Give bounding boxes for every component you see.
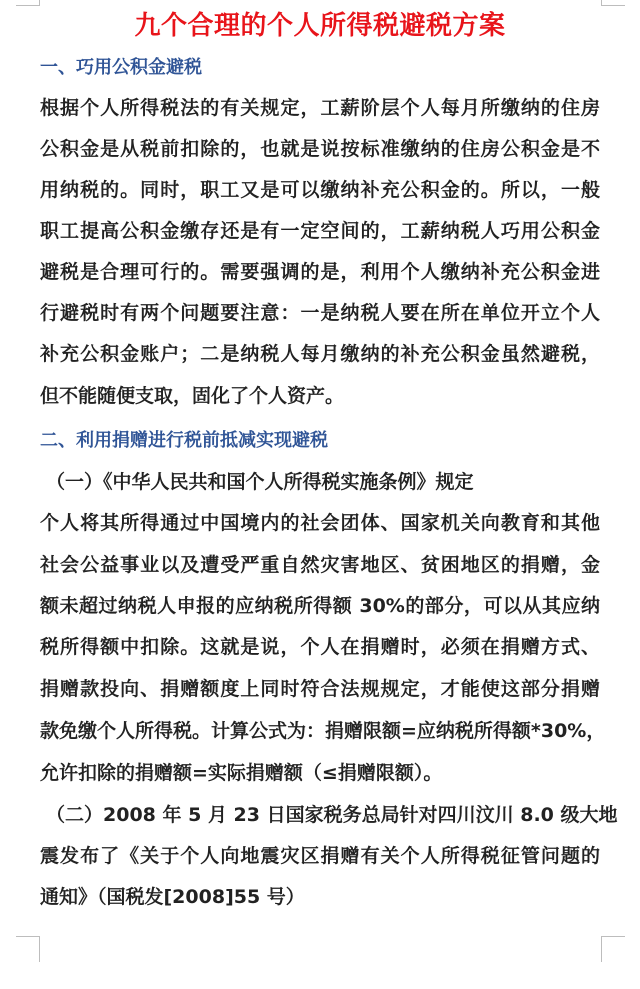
paragraph-line: 职工提高公积金缴存还是有一定空间的，工薪纳税人巧用公积金	[40, 220, 600, 242]
page-corner-mark-bottom-right	[601, 936, 625, 962]
paragraph-line: 款免缴个人所得税。计算公式为：捐赠限额=应纳税所得额*30%，	[40, 720, 606, 742]
document-title: 九个合理的个人所得税避税方案	[134, 11, 506, 41]
paragraph-line: 公积金是从税前扣除的，也就是说按标准缴纳的住房公积金是不	[40, 138, 600, 160]
paragraph-line: 捐赠款投向、捐赠额度上同时符合法规规定，才能使这部分捐赠	[40, 678, 600, 700]
paragraph-line: 但不能随便支取，固化了个人资产。	[40, 385, 345, 407]
page-corner-mark-top-left	[16, 0, 40, 6]
paragraph-line: 个人将其所得通过中国境内的社会团体、国家机关向教育和其他	[40, 512, 600, 534]
paragraph-line: 补充公积金账户；二是纳税人每月缴纳的补充公积金虽然避税，	[40, 343, 600, 365]
section-heading-2: 二、利用捐赠进行税前抵减实现避税	[40, 430, 328, 451]
subsection-title-1: （一）《中华人民共和国个人所得税实施条例》规定	[46, 471, 474, 493]
paragraph-line: 额未超过纳税人申报的应纳税所得额 30%的部分，可以从其应纳	[40, 595, 600, 617]
paragraph-line: 社会公益事业以及遭受严重自然灾害地区、贫困地区的捐赠，金	[40, 554, 600, 576]
page-corner-mark-top-right	[601, 0, 625, 6]
paragraph-line: 税所得额中扣除。这就是说，个人在捐赠时，必须在捐赠方式、	[40, 636, 600, 658]
paragraph-line: 允许扣除的捐赠额=实际捐赠额（≤捐赠限额）。	[40, 762, 443, 784]
paragraph-line: 震发布了《关于个人向地震灾区捐赠有关个人所得税征管问题的	[40, 845, 600, 867]
paragraph-line: 根据个人所得税法的有关规定，工薪阶层个人每月所缴纳的住房	[40, 97, 600, 119]
section-heading-1: 一、巧用公积金避税	[40, 57, 202, 78]
subsection-title-2: （二）2008 年 5 月 23 日国家税务总局针对四川汶川 8.0 级大地	[46, 804, 618, 826]
paragraph-line: 通知》（国税发[2008]55 号）	[40, 886, 305, 908]
paragraph-line: 用纳税的。同时，职工又是可以缴纳补充公积金的。所以，一般	[40, 179, 600, 201]
page-corner-mark-bottom-left	[16, 936, 40, 962]
paragraph-line: 行避税时有两个问题要注意：一是纳税人要在所在单位开立个人	[40, 302, 600, 324]
paragraph-line: 避税是合理可行的。需要强调的是，利用个人缴纳补充公积金进	[40, 261, 600, 283]
